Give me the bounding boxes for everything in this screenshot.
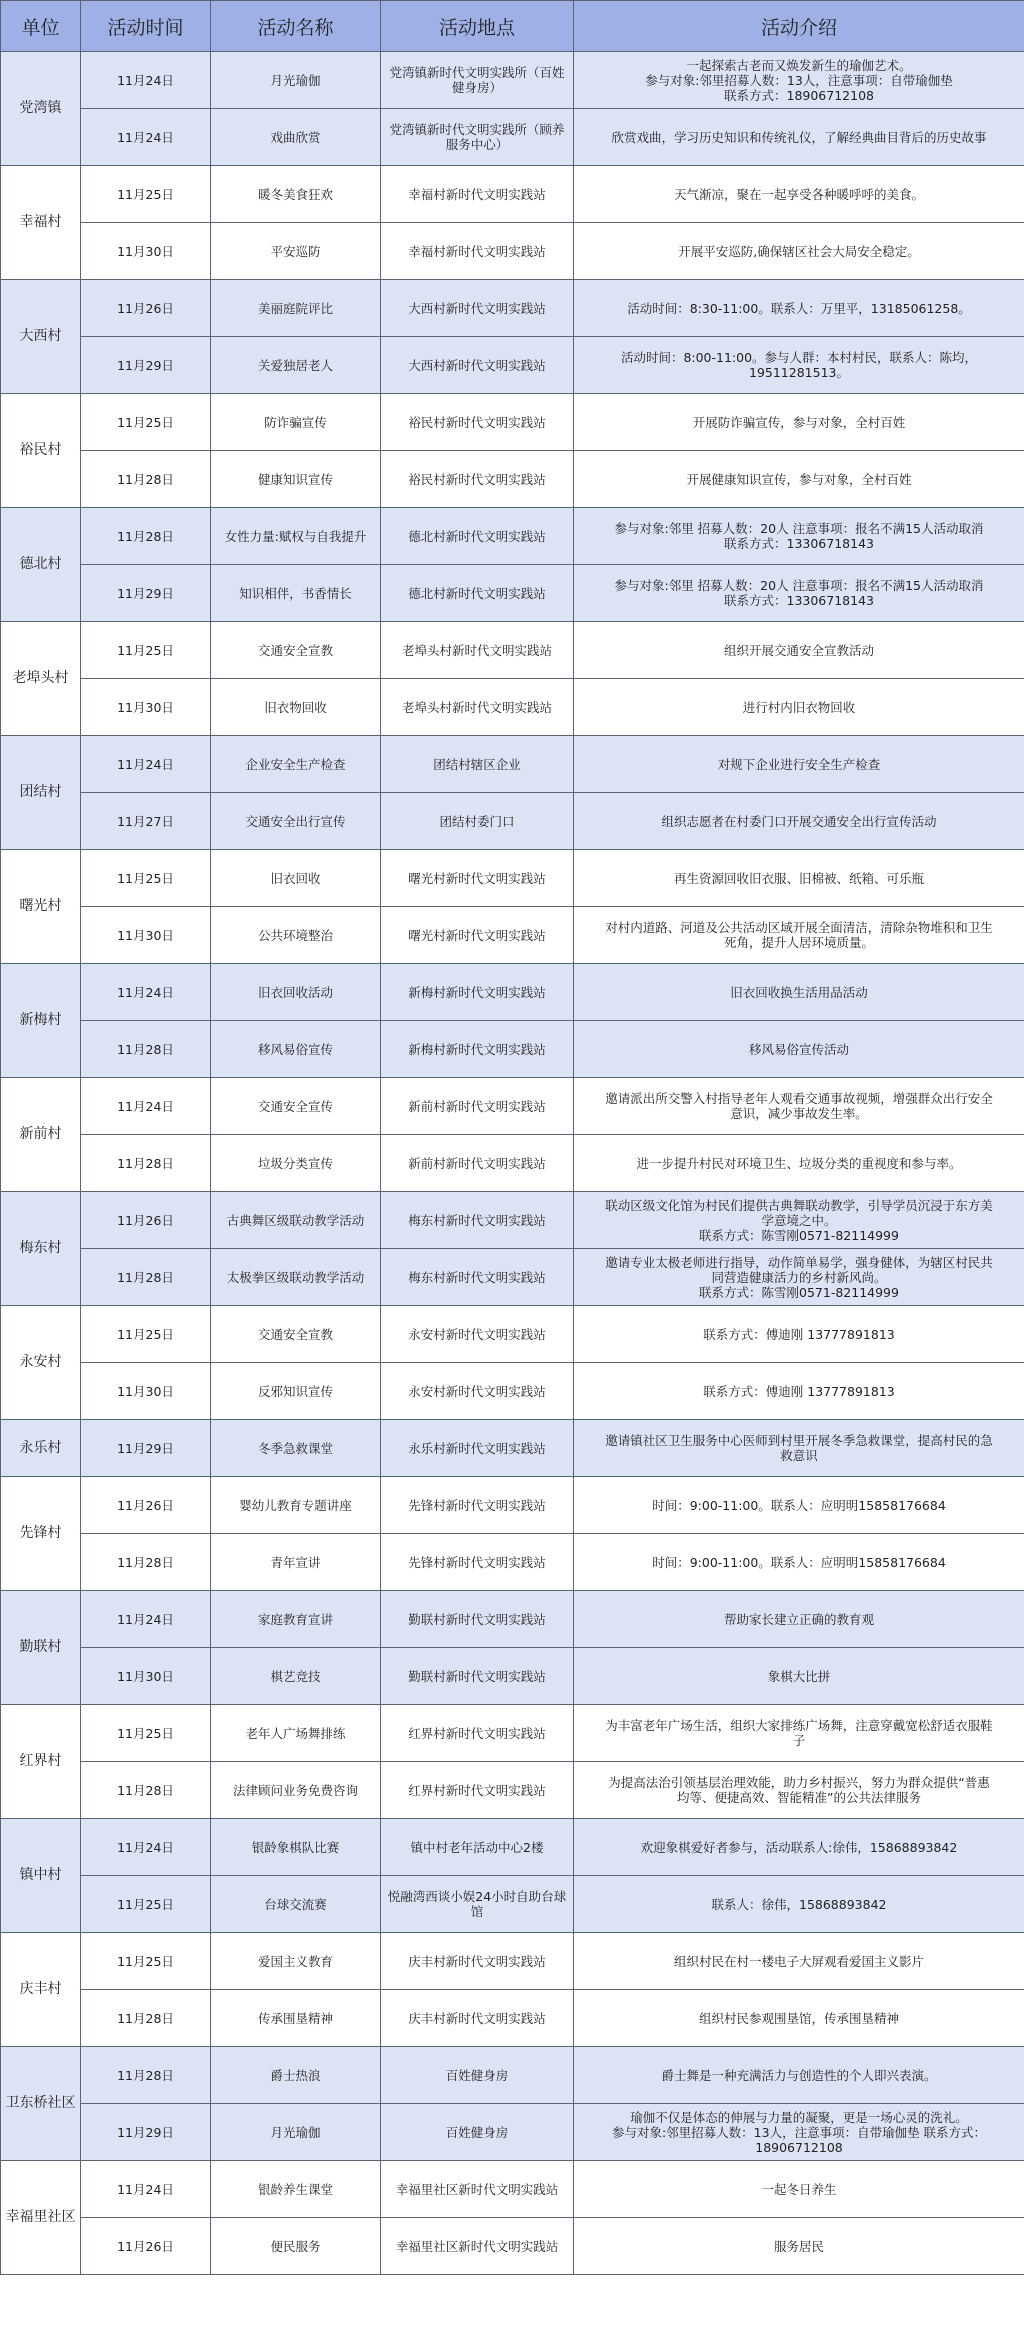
date-cell: 11月26日 [81,2218,211,2275]
description-cell [574,1078,1024,1135]
unit-cell: 老埠头村 [1,622,81,736]
date-cell: 11月24日 [81,2161,211,2218]
activity-name-cell: 爱国主义教育 [211,1933,381,1990]
place-cell: 永安村新时代文明实践站 [381,1306,574,1363]
activity-name-cell: 女性力量:赋权与自我提升 [211,508,381,565]
place-cell: 新前村新时代文明实践站 [381,1135,574,1192]
place-cell: 曙光村新时代文明实践站 [381,907,574,964]
date-cell: 11月24日 [81,736,211,793]
place-cell: 先锋村新时代文明实践站 [381,1477,574,1534]
date-cell: 11月28日 [81,508,211,565]
place-cell: 红界村新时代文明实践站 [381,1762,574,1819]
activity-name-cell: 便民服务 [211,2218,381,2275]
description-line: 移风易俗宣传活动 [748,1041,849,1057]
description-line: 瑜伽不仅是体态的伸展与力量的凝聚，更是一场心灵的洗礼。 [630,2109,968,2125]
description-line: 邀请镇社区卫生服务中心医师到村里开展冬季急救课堂，提高村民的急 [605,1433,993,1448]
activity-name-cell: 月光瑜伽 [211,2104,381,2161]
description-line: 联动区级文化馆为村民们提供古典舞联动教学，引导学员沉浸于东方美 [605,1197,993,1213]
place-cell: 德北村新时代文明实践站 [381,565,574,622]
description-line: 进一步提升村民对环境卫生、垃圾分类的重视度和参与率。 [636,1155,962,1171]
description-line: 欢迎象棋爱好者参与，活动联系人:徐伟，15868893842 [640,1839,958,1855]
date-cell: 11月24日 [81,1819,211,1876]
description-cell [574,508,1024,565]
table-row [1,109,1024,166]
place-cell: 幸福里社区新时代文明实践站 [381,2218,574,2275]
description-cell [574,1705,1024,1762]
description-cell [574,1135,1024,1192]
description-line: 服务居民 [773,2238,824,2254]
date-cell: 11月29日 [81,565,211,622]
table-row [1,223,1024,280]
description-cell [574,1648,1024,1705]
table-row [1,1705,1024,1762]
place-cell: 新梅村新时代文明实践站 [381,1021,574,1078]
description-line: 爵士舞是一种充满活力与创造性的个人即兴表演。 [661,2067,937,2083]
date-cell: 11月29日 [81,1420,211,1477]
table-row [1,1363,1024,1420]
activity-name-cell: 关爱独居老人 [211,337,381,394]
activity-name-cell: 交通安全出行宣传 [211,793,381,850]
table-row [1,679,1024,736]
place-cell: 幸福村新时代文明实践站 [381,223,574,280]
table-row [1,52,1024,109]
date-cell: 11月25日 [81,166,211,223]
description-line: 开展防诈骗宣传，参与对象，全村百姓 [692,414,906,430]
date-cell: 11月28日 [81,1990,211,2047]
place-cell: 党湾镇新时代文明实践所（百姓健身房） [381,52,574,109]
table-row [1,394,1024,451]
description-cell [574,907,1024,964]
table-row [1,1591,1024,1648]
place-cell: 团结村辖区企业 [381,736,574,793]
activity-name-cell: 健康知识宣传 [211,451,381,508]
place-cell: 悦融湾西谈小娱24小时自助台球馆 [381,1876,574,1933]
date-cell: 11月28日 [81,451,211,508]
description-line: 意识，减少事故发生率。 [730,1106,868,1121]
unit-cell: 庆丰村 [1,1933,81,2047]
activity-name-cell: 防诈骗宣传 [211,394,381,451]
table-row [1,565,1024,622]
activity-name-cell: 平安巡防 [211,223,381,280]
description-line: 18906712108 [755,2139,843,2155]
description-line: 救意识 [780,1448,818,1463]
description-cell [574,1477,1024,1534]
table-row [1,1192,1024,1249]
place-cell: 新前村新时代文明实践站 [381,1078,574,1135]
description-cell [574,850,1024,907]
description-line: 子 [792,1733,806,1748]
table-row [1,850,1024,907]
description-cell [574,622,1024,679]
description-cell [574,736,1024,793]
date-cell: 11月25日 [81,1705,211,1762]
description-cell [574,2161,1024,2218]
description-cell [574,2218,1024,2275]
description-line: 欣赏戏曲，学习历史知识和传统礼仪，了解经典曲目背后的历史故事 [611,129,987,145]
description-cell [574,793,1024,850]
description-line: 均等、便捷高效、智能精准”的公共法律服务 [677,1790,921,1805]
date-cell: 11月24日 [81,1591,211,1648]
place-cell: 庆丰村新时代文明实践站 [381,1933,574,1990]
description-line: 为丰富老年广场生活，组织大家排练广场舞，注意穿戴宽松舒适衣服鞋 [605,1718,993,1733]
date-cell: 11月24日 [81,109,211,166]
table-row [1,622,1024,679]
activity-name-cell: 冬季急救课堂 [211,1420,381,1477]
place-cell: 曙光村新时代文明实践站 [381,850,574,907]
date-cell: 11月30日 [81,1648,211,1705]
description-line: 一起冬日养生 [761,2181,837,2197]
activity-name-cell: 古典舞区级联动教学活动 [211,1192,381,1249]
description-cell [574,1591,1024,1648]
place-cell: 老埠头村新时代文明实践站 [381,679,574,736]
date-cell: 11月24日 [81,964,211,1021]
date-cell: 11月30日 [81,223,211,280]
description-cell [574,52,1024,109]
description-line: 再生资源回收旧衣服、旧棉被、纸箱、可乐瓶 [673,870,924,886]
place-cell: 红界村新时代文明实践站 [381,1705,574,1762]
date-cell: 11月25日 [81,850,211,907]
table-row [1,2161,1024,2218]
description-cell [574,1933,1024,1990]
place-cell: 新梅村新时代文明实践站 [381,964,574,1021]
description-cell [574,1990,1024,2047]
date-cell: 11月28日 [81,1249,211,1306]
description-cell [574,337,1024,394]
place-cell: 大西村新时代文明实践站 [381,280,574,337]
description-cell [574,394,1024,451]
description-line: 邀请专业太极老师进行指导，动作简单易学，强身健体，为辖区村民共 [605,1254,993,1270]
description-line: 联系方式：陈雪刚0571-82114999 [699,1227,899,1243]
activity-name-cell: 反邪知识宣传 [211,1363,381,1420]
header-desc: 活动介绍 [574,1,1024,52]
unit-cell: 幸福村 [1,166,81,280]
table-row [1,1819,1024,1876]
header-place: 活动地点 [381,1,574,52]
table-row [1,1135,1024,1192]
date-cell: 11月24日 [81,52,211,109]
date-cell: 11月28日 [81,1135,211,1192]
description-cell [574,964,1024,1021]
description-line: 参与对象:邻里 招募人数：20人 注意事项：报名不满15人活动取消 [614,578,984,593]
date-cell: 11月28日 [81,1762,211,1819]
description-line: 学意境之中。 [761,1212,837,1228]
activity-name-cell: 棋艺竞技 [211,1648,381,1705]
date-cell: 11月29日 [81,337,211,394]
description-cell [574,565,1024,622]
table-row [1,1933,1024,1990]
description-line: 为提高法治引领基层治理效能，助力乡村振兴，努力为群众提供“普惠 [608,1775,990,1790]
description-line: 参与对象:邻里招募人数：13人，注意事项：自带瑜伽垫 [645,72,953,88]
activity-name-cell: 婴幼儿教育专题讲座 [211,1477,381,1534]
description-line: 进行村内旧衣物回收 [742,699,856,715]
activity-name-cell: 美丽庭院评比 [211,280,381,337]
unit-cell: 大西村 [1,280,81,394]
date-cell: 11月28日 [81,1021,211,1078]
place-cell: 老埠头村新时代文明实践站 [381,622,574,679]
description-line: 联系方式：13306718143 [724,536,874,551]
place-cell: 勤联村新时代文明实践站 [381,1591,574,1648]
table-row [1,964,1024,1021]
table-row [1,1078,1024,1135]
description-cell [574,1420,1024,1477]
activity-name-cell: 旧衣物回收 [211,679,381,736]
activity-name-cell: 交通安全宣教 [211,1306,381,1363]
description-cell [574,1819,1024,1876]
date-cell: 11月25日 [81,1306,211,1363]
description-line: 联系方式：傅迪刚 13777891813 [703,1383,895,1399]
description-line: 对规下企业进行安全生产检查 [717,756,881,772]
place-cell: 先锋村新时代文明实践站 [381,1534,574,1591]
description-cell [574,679,1024,736]
place-cell: 幸福里社区新时代文明实践站 [381,2161,574,2218]
date-cell: 11月29日 [81,2104,211,2161]
place-cell: 勤联村新时代文明实践站 [381,1648,574,1705]
table-row [1,337,1024,394]
table-row [1,1306,1024,1363]
description-cell [574,1249,1024,1306]
description-cell [574,1534,1024,1591]
unit-cell: 裕民村 [1,394,81,508]
table-row [1,1249,1024,1306]
place-cell: 裕民村新时代文明实践站 [381,451,574,508]
description-line: 活动时间：8:00-11:00。参与人群：本村村民，联系人：陈均， [620,350,978,365]
description-line: 一起探索古老而又焕发新生的瑜伽艺术。 [686,57,912,73]
table-row [1,1762,1024,1819]
header-row [1,1,1024,52]
activity-name-cell: 家庭教育宣讲 [211,1591,381,1648]
description-line: 死角，提升人居环境质量。 [723,935,874,950]
description-line: 联系方式：傅迪刚 13777891813 [703,1326,895,1342]
activity-name-cell: 台球交流赛 [211,1876,381,1933]
unit-cell: 新前村 [1,1078,81,1192]
description-cell [574,1306,1024,1363]
description-line: 同营造健康活力的乡村新风尚。 [711,1269,887,1285]
unit-cell: 先锋村 [1,1477,81,1591]
description-line: 组织村民参观围垦馆，传承围垦精神 [698,2010,899,2026]
table-row [1,2047,1024,2104]
unit-cell: 梅东村 [1,1192,81,1306]
table-row [1,793,1024,850]
activity-name-cell: 银龄象棋队比赛 [211,1819,381,1876]
date-cell: 11月30日 [81,679,211,736]
activity-name-cell: 太极拳区级联动教学活动 [211,1249,381,1306]
date-cell: 11月26日 [81,1192,211,1249]
activity-name-cell: 爵士热浪 [211,2047,381,2104]
description-line: 联系方式：陈雪刚0571-82114999 [699,1284,899,1300]
header-name: 活动名称 [211,1,381,52]
description-cell [574,2047,1024,2104]
activity-name-cell: 知识相伴，书香情长 [211,565,381,622]
header-unit: 单位 [1,1,81,52]
description-line: 开展健康知识宣传，参与对象，全村百姓 [686,471,912,487]
activity-name-cell: 老年人广场舞排练 [211,1705,381,1762]
table-row [1,451,1024,508]
place-cell: 裕民村新时代文明实践站 [381,394,574,451]
description-cell [574,109,1024,166]
description-line: 组织开展交通安全宣教活动 [723,642,874,658]
table-body [1,52,1024,2275]
description-line: 活动时间：8:30-11:00。联系人：万里平，13185061258。 [627,300,971,316]
activity-name-cell: 公共环境整治 [211,907,381,964]
activity-name-cell: 旧衣回收活动 [211,964,381,1021]
date-cell: 11月27日 [81,793,211,850]
activity-name-cell: 青年宣讲 [211,1534,381,1591]
description-line: 旧衣回收换生活用品活动 [730,984,868,1000]
unit-cell: 永安村 [1,1306,81,1420]
description-cell [574,451,1024,508]
place-cell: 永安村新时代文明实践站 [381,1363,574,1420]
unit-cell: 勤联村 [1,1591,81,1705]
description-line: 邀请派出所交警入村指导老年人观看交通事故视频，增强群众出行安全 [605,1091,993,1106]
unit-cell: 德北村 [1,508,81,622]
date-cell: 11月25日 [81,1933,211,1990]
table-row [1,1648,1024,1705]
description-cell [574,280,1024,337]
place-cell: 庆丰村新时代文明实践站 [381,1990,574,2047]
header-date: 活动时间 [81,1,211,52]
activity-name-cell: 暖冬美食狂欢 [211,166,381,223]
description-line: 组织志愿者在村委门口开展交通安全出行宣传活动 [661,813,937,829]
table-row [1,280,1024,337]
table-row [1,2104,1024,2161]
table-row [1,1876,1024,1933]
activity-name-cell: 交通安全宣传 [211,1078,381,1135]
activity-name-cell: 月光瑜伽 [211,52,381,109]
date-cell: 11月28日 [81,1534,211,1591]
description-cell [574,1363,1024,1420]
place-cell: 百姓健身房 [381,2047,574,2104]
table-row [1,1990,1024,2047]
description-cell [574,1021,1024,1078]
date-cell: 11月28日 [81,2047,211,2104]
description-cell [574,166,1024,223]
date-cell: 11月30日 [81,1363,211,1420]
unit-cell: 新梅村 [1,964,81,1078]
activity-name-cell: 移风易俗宣传 [211,1021,381,1078]
description-line: 联系方式：13306718143 [724,593,874,608]
table-row [1,1021,1024,1078]
description-line: 帮助家长建立正确的教育观 [723,1611,874,1627]
place-cell: 党湾镇新时代文明实践所（顾养服务中心） [381,109,574,166]
unit-cell: 永乐村 [1,1420,81,1477]
description-line: 天气渐凉，聚在一起享受各种暖呼呼的美食。 [673,186,924,202]
place-cell: 团结村委门口 [381,793,574,850]
description-line: 参与对象:邻里 招募人数：20人 注意事项：报名不满15人活动取消 [614,521,984,536]
description-cell [574,2104,1024,2161]
place-cell: 永乐村新时代文明实践站 [381,1420,574,1477]
description-line: 参与对象:邻里招募人数：13人，注意事项：自带瑜伽垫 联系方式： [611,2124,987,2140]
unit-cell: 曙光村 [1,850,81,964]
place-cell: 百姓健身房 [381,2104,574,2161]
date-cell: 11月24日 [81,1078,211,1135]
activity-name-cell: 法律顾问业务免费咨询 [211,1762,381,1819]
place-cell: 德北村新时代文明实践站 [381,508,574,565]
date-cell: 11月25日 [81,622,211,679]
date-cell: 11月25日 [81,1876,211,1933]
description-line: 对村内道路、河道及公共活动区域开展全面清洁，清除杂物堆积和卫生 [605,920,993,935]
activity-name-cell: 交通安全宣教 [211,622,381,679]
description-cell [574,1762,1024,1819]
place-cell: 梅东村新时代文明实践站 [381,1192,574,1249]
unit-cell: 卫东桥社区 [1,2047,81,2161]
table-row [1,166,1024,223]
unit-cell: 党湾镇 [1,52,81,166]
description-line: 象棋大比拼 [767,1668,831,1684]
unit-cell: 幸福里社区 [1,2161,81,2275]
activity-name-cell: 旧衣回收 [211,850,381,907]
table-row [1,736,1024,793]
date-cell: 11月25日 [81,394,211,451]
description-cell [574,223,1024,280]
description-cell [574,1192,1024,1249]
activity-name-cell: 戏曲欣赏 [211,109,381,166]
activity-name-cell: 银龄养生课堂 [211,2161,381,2218]
description-line: 时间：9:00-11:00。联系人：应明明15858176684 [652,1554,946,1570]
place-cell: 幸福村新时代文明实践站 [381,166,574,223]
table-row [1,1477,1024,1534]
unit-cell: 镇中村 [1,1819,81,1933]
place-cell: 大西村新时代文明实践站 [381,337,574,394]
description-cell [574,1876,1024,1933]
description-line: 19511281513。 [749,365,849,380]
description-line: 开展平安巡防,确保辖区社会大局安全稳定。 [678,243,920,259]
description-line: 联系人：徐伟，15868893842 [711,1896,887,1912]
table-row [1,1420,1024,1477]
table-row [1,2218,1024,2275]
description-line: 时间：9:00-11:00。联系人：应明明15858176684 [652,1497,946,1513]
date-cell: 11月26日 [81,280,211,337]
unit-cell: 团结村 [1,736,81,850]
place-cell: 梅东村新时代文明实践站 [381,1249,574,1306]
activity-name-cell: 企业安全生产检查 [211,736,381,793]
activity-name-cell: 垃圾分类宣传 [211,1135,381,1192]
table-row [1,907,1024,964]
activity-name-cell: 传承围垦精神 [211,1990,381,2047]
unit-cell: 红界村 [1,1705,81,1819]
date-cell: 11月26日 [81,1477,211,1534]
description-line: 联系方式：18906712108 [724,87,874,103]
description-line: 组织村民在村一楼电子大屏观看爱国主义影片 [673,1953,924,1969]
table-row [1,508,1024,565]
date-cell: 11月30日 [81,907,211,964]
place-cell: 镇中村老年活动中心2楼 [381,1819,574,1876]
table-row [1,1534,1024,1591]
